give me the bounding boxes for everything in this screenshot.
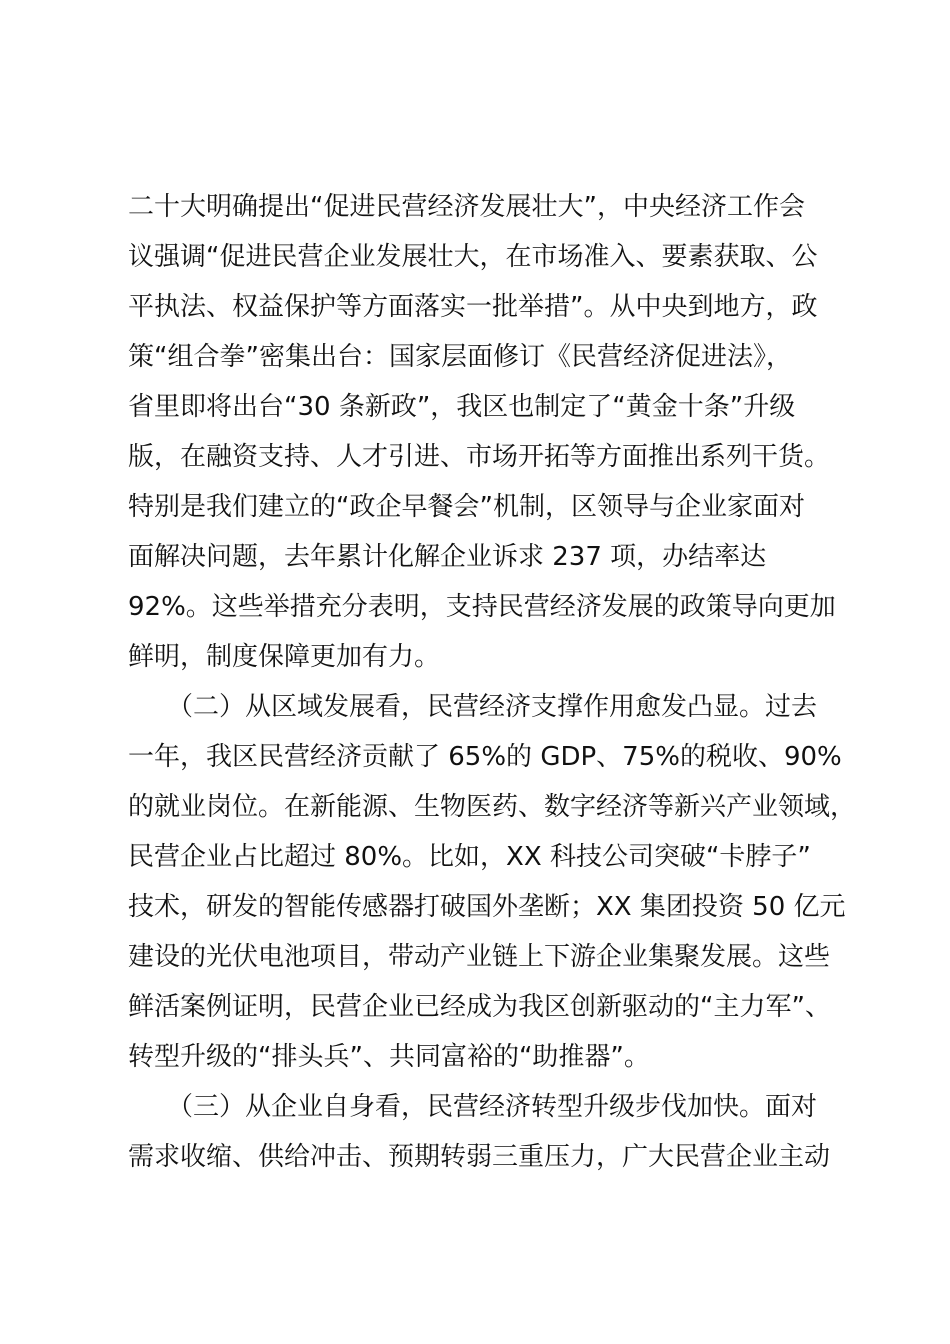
text-line: 的就业岗位。在新能源、生物医药、数字经济等新兴产业领域， [128, 792, 857, 822]
text-line: （二）从区域发展看，民营经济支撑作用愈发凸显。过去 [128, 692, 818, 722]
text-line: 92%。这些举措充分表明，支持民营经济发展的政策导向更加 [128, 592, 836, 622]
text-line: 策“组合拳”密集出台：国家层面修订《民营经济促进法》， [128, 342, 792, 372]
text-line: 省里即将出台“30 条新政”，我区也制定了“黄金十条”升级 [128, 392, 796, 422]
text-line: 需求收缩、供给冲击、预期转弱三重压力，广大民营企业主动 [128, 1142, 831, 1172]
text-line: 建设的光伏电池项目，带动产业链上下游企业集聚发展。这些 [128, 942, 831, 972]
text-line: 特别是我们建立的“政企早餐会”机制，区领导与企业家面对 [128, 492, 805, 522]
document-body [128, 182, 857, 1182]
text-line: 技术，研发的智能传感器打破国外垄断；XX 集团投资 50 亿元 [128, 892, 846, 922]
text-line: 鲜活案例证明，民营企业已经成为我区创新驱动的“主力军”、 [128, 992, 831, 1022]
text-line: 议强调“促进民营企业发展壮大，在市场准入、要素获取、公 [128, 242, 818, 272]
text-line: 一年，我区民营经济贡献了 65%的 GDP、75%的税收、90% [128, 742, 842, 772]
text-line: 二十大明确提出“促进民营经济发展壮大”，中央经济工作会 [128, 192, 805, 222]
text-line: 民营企业占比超过 80%。比如，XX 科技公司突破“卡脖子” [128, 842, 811, 872]
paragraph-regional-development [128, 682, 857, 1082]
text-line: 平执法、权益保护等方面落实一批举措”。从中央到地方，政 [128, 292, 818, 322]
paragraph-enterprise-upgrade [128, 1082, 834, 1182]
text-line: （三）从企业自身看，民营经济转型升级步伐加快。面对 [128, 1092, 818, 1122]
text-line: 鲜明，制度保障更加有力。 [128, 642, 441, 672]
paragraph-policy [128, 182, 834, 682]
text-line: 面解决问题，去年累计化解企业诉求 237 项，办结率达 [128, 542, 767, 572]
text-line: 转型升级的“排头兵”、共同富裕的“助推器”。 [128, 1042, 650, 1072]
text-line: 版，在融资支持、人才引进、市场开拓等方面推出系列干货。 [128, 442, 831, 472]
